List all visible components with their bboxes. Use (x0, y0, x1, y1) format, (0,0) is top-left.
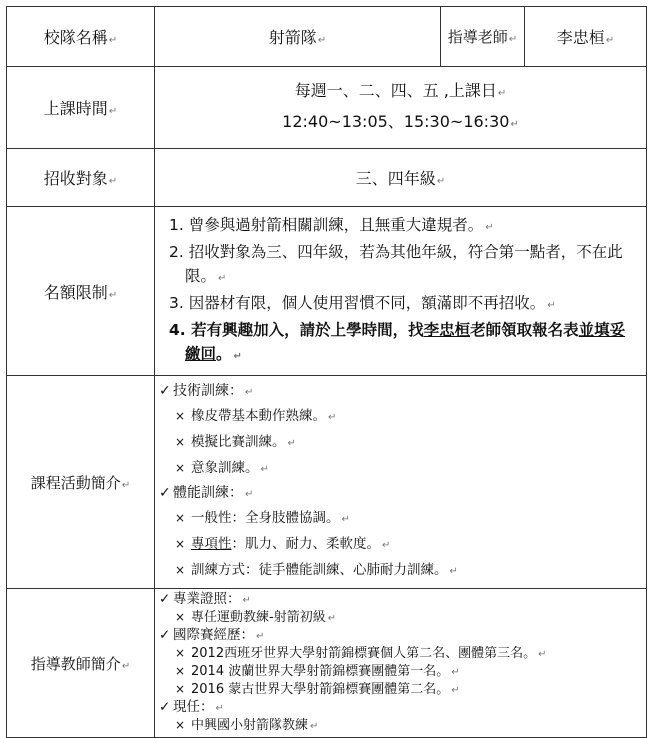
course-item: × 意象訓練。 ↵ (159, 456, 642, 482)
checkmark-icon: ✓ (159, 591, 171, 607)
paragraph-mark: ↵ (508, 34, 518, 45)
quota-item: 2. 招收對象為三、四年級，若為其他年級，符合第一點者，不在此限。 ↵ (169, 243, 623, 285)
row-quota (7, 207, 647, 376)
course-list (155, 376, 646, 588)
row-coach (7, 589, 647, 738)
quota-item-signup: 4. 若有興趣加入，請於上學時間，找李忠桓老師領取報名表並填妥繳回。 ↵ (169, 321, 626, 363)
cross-bullet-icon: × (175, 563, 186, 577)
checkmark-icon: ✓ (159, 627, 171, 643)
coach-item: × 2012西班牙世界大學射箭錦標賽個人第二名、團體第三名。 ↵ (175, 646, 547, 661)
course-label-cell (7, 376, 155, 589)
team-label-cell (7, 7, 155, 67)
coach-section-competition: ✓ 國際賽經歷： ↵ (159, 627, 265, 643)
course-item: × 橡皮帶基本動作熟練。 ↵ (159, 404, 642, 430)
paragraph-mark: ↵ (108, 106, 118, 117)
schedule-value-cell (155, 67, 647, 149)
checkmark-icon: ✓ (159, 485, 171, 501)
cross-bullet-icon: × (175, 435, 186, 449)
schedule-label: 上課時間 (43, 99, 108, 118)
row-course (7, 376, 647, 589)
paragraph-mark: ↵ (108, 176, 118, 187)
enroll-label-cell (7, 149, 155, 207)
teacher-value: 李忠桓 (556, 28, 605, 47)
cross-bullet-icon: × (175, 537, 186, 551)
cross-bullet-icon: × (175, 718, 186, 732)
quota-label: 名額限制 (43, 282, 108, 302)
teacher-name-highlight: 李忠桓 (423, 321, 471, 339)
cross-bullet-icon: × (175, 682, 186, 696)
paragraph-mark: ↵ (317, 35, 327, 46)
quota-item: 3. 因器材有限，個人使用習慣不同，額滿即不再招收。 ↵ (169, 294, 556, 312)
row-team (7, 7, 647, 67)
teacher-label: 指導老師 (447, 28, 508, 46)
coach-item: × 中興國小射箭隊教練 ↵ (175, 718, 319, 733)
quota-list (155, 207, 646, 375)
course-section-skill: ✓ 技術訓練： ↵ (159, 380, 642, 404)
paragraph-mark: ↵ (108, 35, 118, 46)
row-schedule (7, 67, 647, 149)
checkmark-icon: ✓ (159, 699, 171, 715)
coach-label-cell (7, 589, 155, 738)
coach-section-license: ✓ 專業證照： ↵ (159, 591, 251, 607)
team-info-table (6, 6, 647, 738)
row-enroll (7, 149, 647, 207)
paragraph-mark: ↵ (121, 479, 131, 491)
coach-label: 指導教師簡介 (30, 654, 121, 673)
cross-bullet-icon: × (175, 461, 186, 475)
paragraph-mark: ↵ (108, 289, 118, 301)
coach-item: × 2014 波蘭世界大學射箭錦標賽團體第一名。 ↵ (175, 664, 460, 679)
team-value: 射箭隊 (268, 28, 317, 47)
course-item: × 訓練方式：徒手體能訓練、心肺耐力訓練。 ↵ (159, 558, 642, 584)
course-item: × 專項性：肌力、耐力、柔軟度。 ↵ (159, 532, 642, 558)
paragraph-mark: ↵ (436, 176, 446, 187)
schedule-times: 12:40~13:05、15:30~16:30 (282, 111, 510, 131)
cross-bullet-icon: × (175, 511, 186, 525)
quota-item: 1. 曾參與過射箭相關訓練，且無重大違規者。 ↵ (169, 216, 494, 234)
course-value-cell (155, 376, 647, 589)
cross-bullet-icon: × (175, 646, 186, 660)
course-item: × 一般性：全身肢體協調。 ↵ (159, 506, 642, 532)
checkmark-icon: ✓ (159, 383, 171, 399)
quota-value-cell (155, 207, 647, 376)
team-value-cell (155, 7, 441, 67)
coach-item: × 2016 蒙古世界大學射箭錦標賽團體第二名。 ↵ (175, 682, 460, 697)
coach-list (155, 589, 646, 737)
teacher-label-cell (441, 7, 525, 67)
paragraph-mark: ↵ (605, 35, 615, 46)
schedule-days: 每週一、二、四、五 ,上課日 (294, 80, 497, 100)
cross-bullet-icon: × (175, 409, 186, 423)
paragraph-mark: ↵ (121, 660, 131, 672)
cross-bullet-icon: × (175, 664, 186, 678)
coach-section-current: ✓ 現任： ↵ (159, 699, 224, 715)
course-label: 課程活動簡介 (30, 473, 121, 492)
paragraph-mark: ↵ (497, 87, 507, 99)
coach-item: × 專任運動教練-射箭初級 ↵ (175, 610, 337, 625)
enroll-value: 三、四年級 (355, 169, 436, 188)
enroll-value-cell (155, 149, 647, 207)
course-item: × 模擬比賽訓練。 ↵ (159, 430, 642, 456)
course-section-fitness: ✓ 體能訓練： ↵ (159, 482, 642, 506)
coach-value-cell (155, 589, 647, 738)
paragraph-mark: ↵ (510, 118, 519, 130)
cross-bullet-icon: × (175, 610, 186, 624)
enroll-label: 招收對象 (43, 169, 108, 188)
team-label: 校隊名稱 (43, 28, 108, 47)
schedule-label-cell (7, 67, 155, 149)
teacher-value-cell (525, 7, 647, 67)
quota-label-cell (7, 207, 155, 376)
